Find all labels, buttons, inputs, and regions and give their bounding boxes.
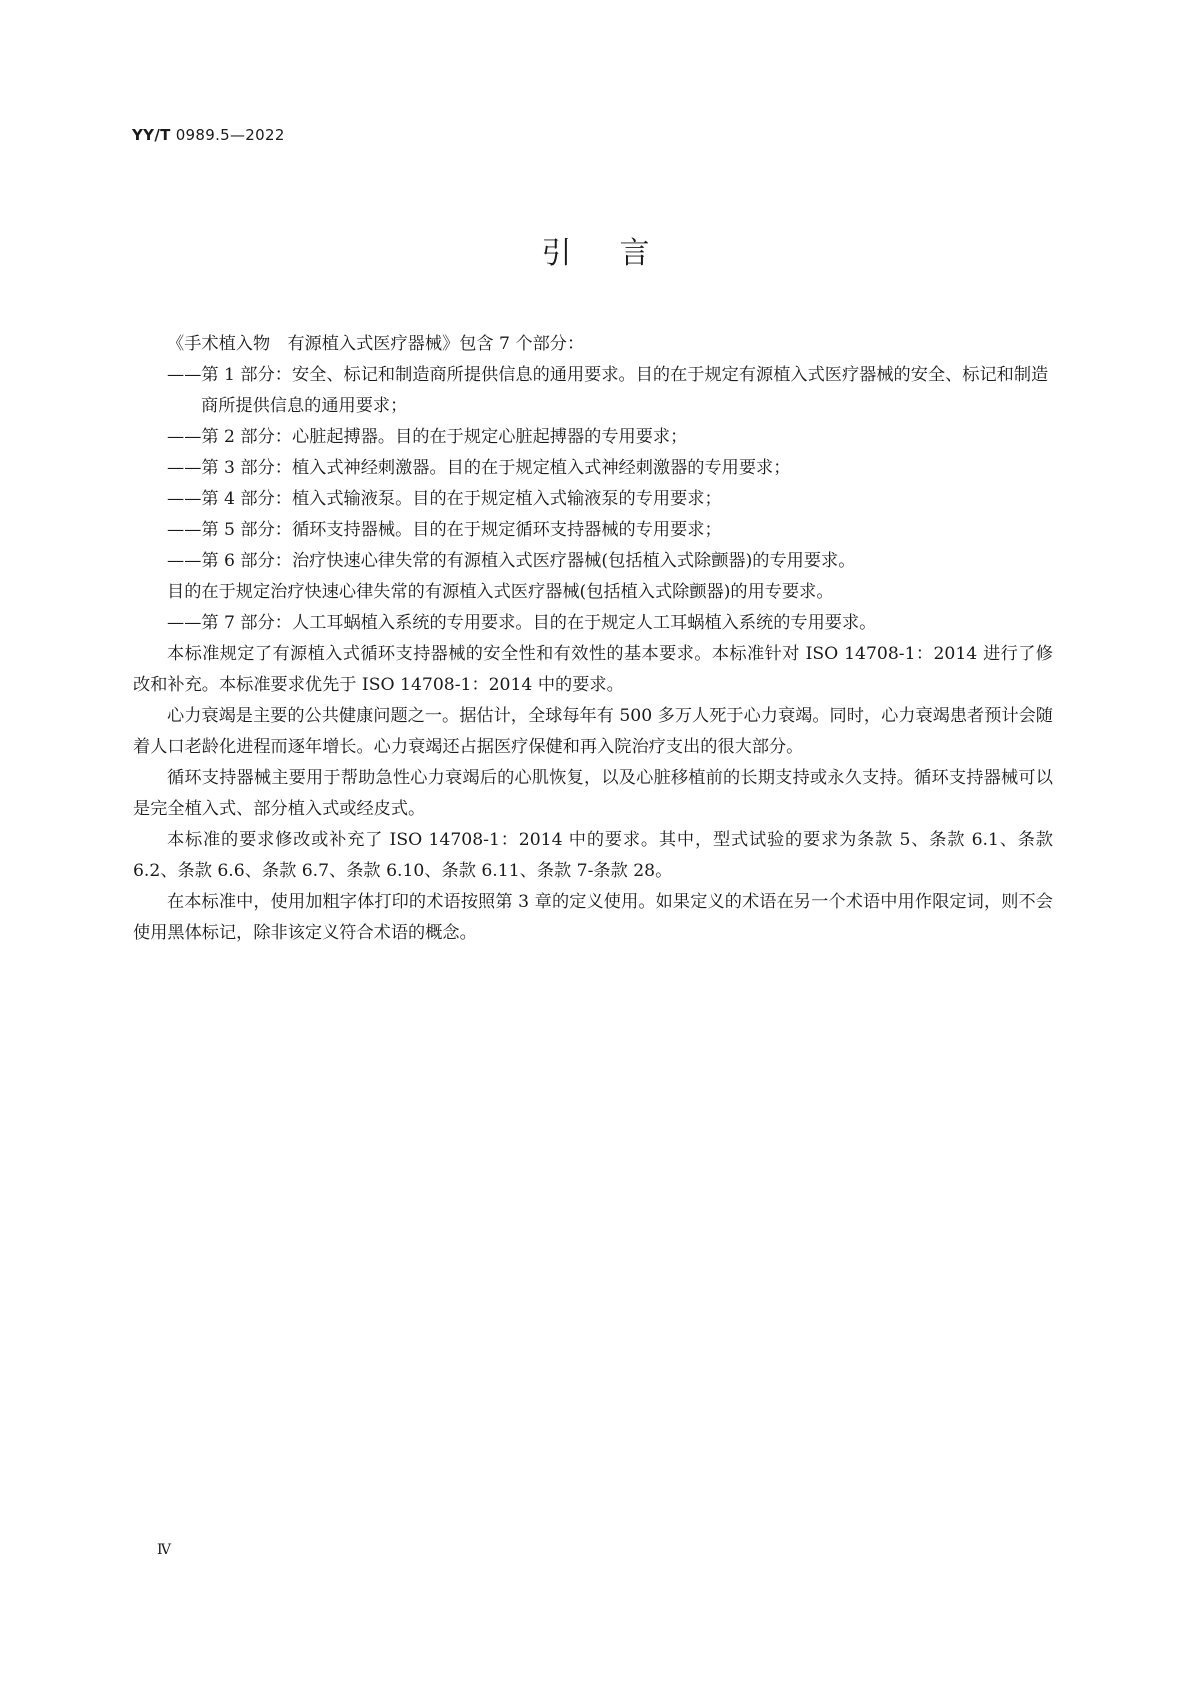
- body-text: [133, 329, 1053, 949]
- scope-paragraph: 本标准规定了有源植入式循环支持器械的安全性和有效性的基本要求。本标准针对 ISO 14708-1：2014 进行了修改和补充。本标准要求优先于 ISO 14708-1：2014 中的要求。: [133, 644, 1053, 695]
- part-6-continuation: 目的在于规定治疗快速心律失常的有源植入式医疗器械(包括植入式除颤器)的用专要求。: [167, 582, 834, 602]
- part-5-item: ——第 5 部分：循环支持器械。目的在于规定循环支持器械的专用要求；: [167, 520, 722, 540]
- requirements-paragraph: 本标准的要求修改或补充了 ISO 14708-1：2014 中的要求。其中，型式试验的要求为条款 5、条款 6.1、条款 6.2、条款 6.6、条款 6.7、条款 6.10、条款 6.11、条款 7-条款 28。: [133, 830, 1053, 881]
- part-7-item: ——第 7 部分：人工耳蜗植入系统的专用要求。目的在于规定人工耳蜗植入系统的专用要求。: [167, 613, 877, 633]
- page-number: Ⅳ: [157, 1542, 171, 1558]
- part-3-item: ——第 3 部分：植入式神经刺激器。目的在于规定植入式神经刺激器的专用要求；: [167, 458, 791, 478]
- terminology-paragraph: 在本标准中，使用加粗字体打印的术语按照第 3 章的定义使用。如果定义的术语在另一个术语中用作限定词，则不会使用黑体标记，除非该定义符合术语的概念。: [133, 892, 1053, 943]
- heart-failure-paragraph: 心力衰竭是主要的公共健康问题之一。据估计，全球每年有 500 多万人死于心力衰竭。同时，心力衰竭患者预计会随着人口老龄化进程而逐年增长。心力衰竭还占据医疗保健和再入院治疗支出的很大部分。: [133, 706, 1053, 757]
- standard-code-number: 0989.5—2022: [175, 126, 285, 144]
- series-intro-line: 《手术植入物 有源植入式医疗器械》包含 7 个部分：: [167, 334, 585, 354]
- standard-code: [132, 126, 285, 144]
- device-purpose-paragraph: 循环支持器械主要用于帮助急性心力衰竭后的心肌恢复，以及心脏移植前的长期支持或永久支持。循环支持器械可以是完全植入式、部分植入式或经皮式。: [133, 768, 1053, 819]
- section-heading: 引言: [541, 236, 698, 271]
- part-1-item: ——第 1 部分：安全、标记和制造商所提供信息的通用要求。目的在于规定有源植入式医疗器械的安全、标记和制造商所提供信息的通用要求；: [167, 365, 1049, 416]
- part-6-item: ——第 6 部分：治疗快速心律失常的有源植入式医疗器械(包括植入式除颤器)的专用要求。: [167, 551, 856, 571]
- part-2-item: ——第 2 部分：心脏起搏器。目的在于规定心脏起搏器的专用要求；: [167, 427, 688, 447]
- standard-code-prefix: YY/T: [132, 126, 171, 144]
- part-4-item: ——第 4 部分：植入式输液泵。目的在于规定植入式输液泵的专用要求；: [167, 489, 722, 509]
